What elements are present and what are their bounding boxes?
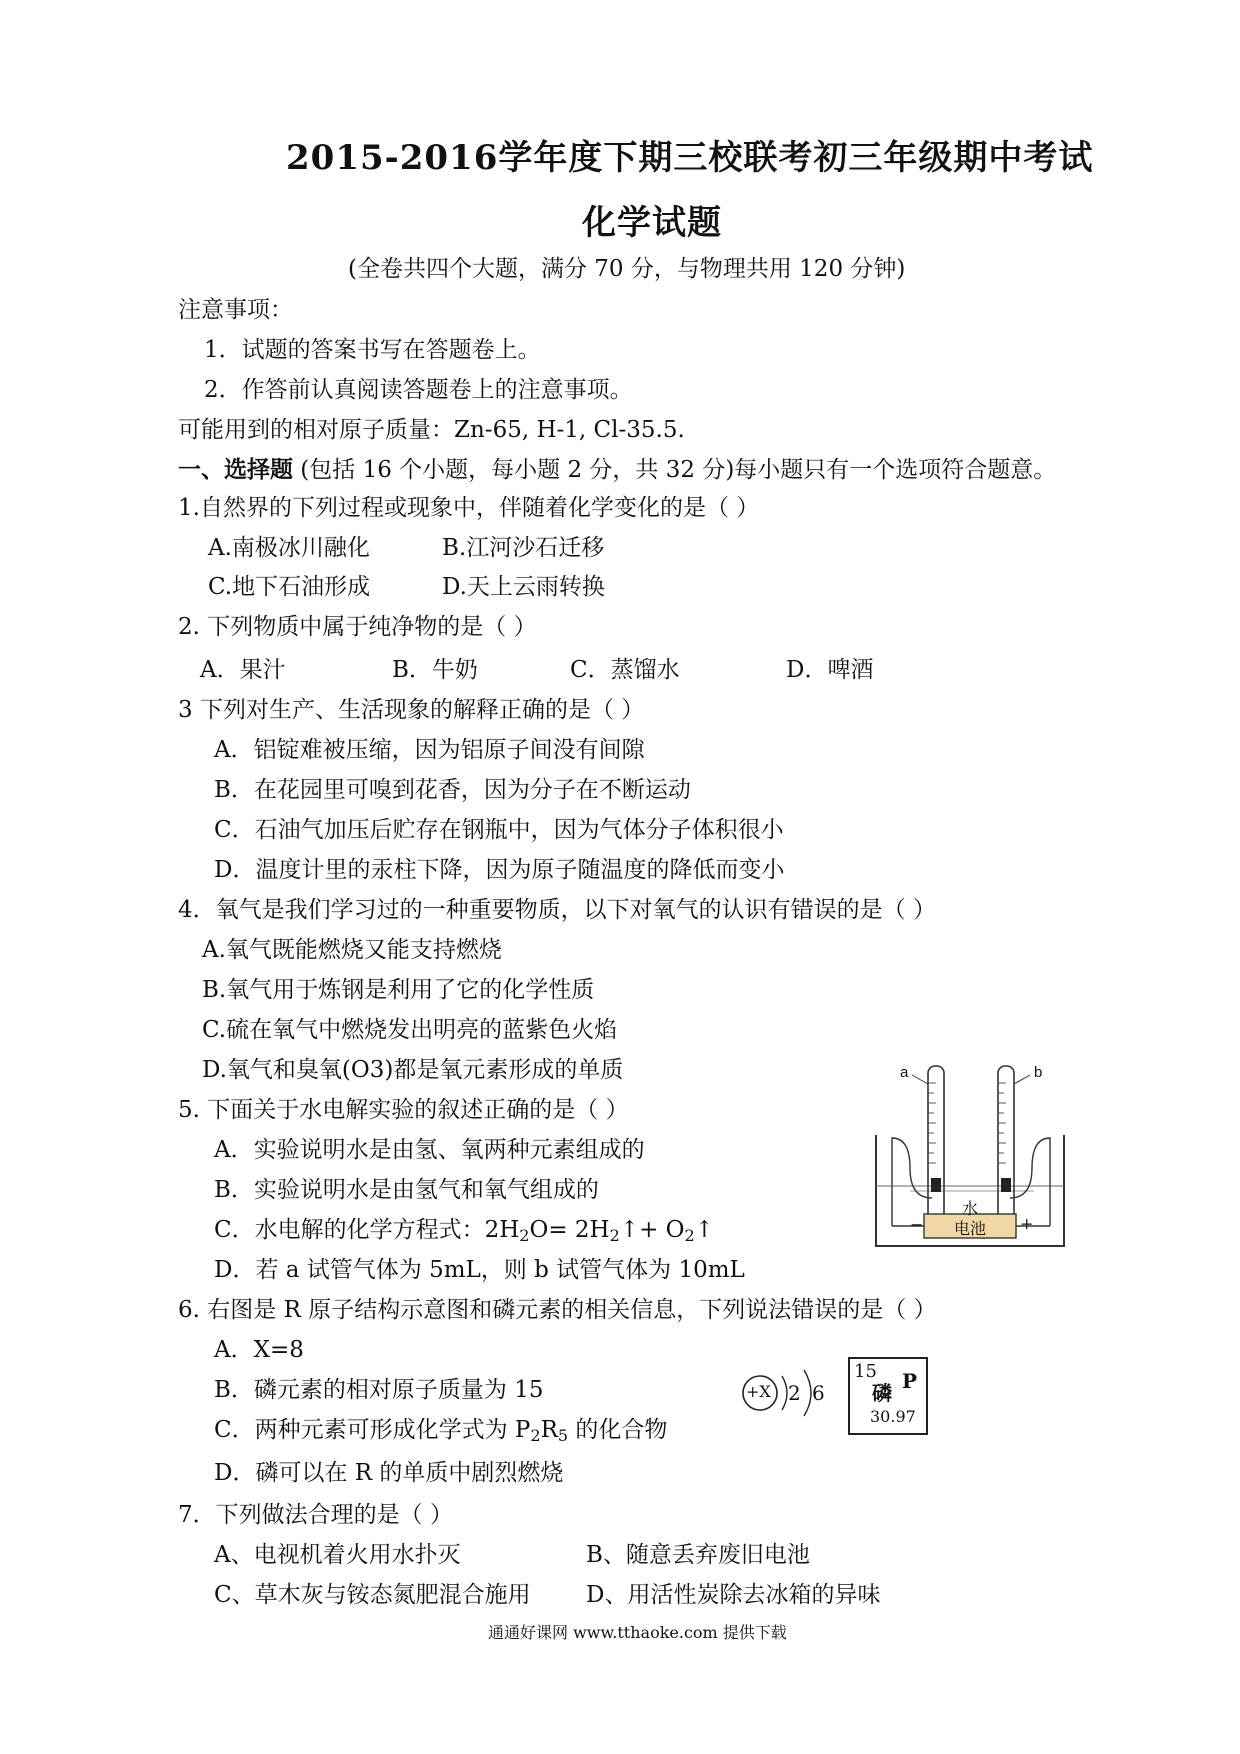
subject-title: 化学试题 bbox=[582, 203, 722, 243]
exam-title: 2015-2016学年度下期三校联考初三年级期中考试 bbox=[286, 138, 1094, 178]
subscript: 2 bbox=[684, 1226, 695, 1245]
subscript: 5 bbox=[557, 1426, 569, 1445]
note-item: 1．试题的答案书写在答题卷上。 bbox=[204, 337, 541, 363]
element-card bbox=[848, 1357, 928, 1435]
battery-label: 电池 bbox=[954, 1219, 987, 1238]
shell-2-electrons: 6 bbox=[812, 1381, 825, 1405]
atomic-mass-note: 可能用到的相对原子质量：Zn-65, H-1, Cl-35.5. bbox=[178, 417, 685, 443]
option-b: B、随意丢弃废旧电池 bbox=[586, 1542, 810, 1568]
tube-b-label: b bbox=[1034, 1064, 1043, 1081]
option-b: B．在花园里可嗅到花香，因为分子在不断运动 bbox=[214, 777, 691, 803]
element-name: 磷 bbox=[872, 1381, 892, 1405]
electrolysis-figure bbox=[870, 1058, 1070, 1253]
option-d: D．温度计里的汞柱下降，因为原子随温度的降低而变小 bbox=[214, 857, 785, 883]
nucleus-charge: +X bbox=[746, 1382, 771, 1401]
wire-right bbox=[1010, 1138, 1050, 1226]
atomic-mass: 30.97 bbox=[870, 1407, 916, 1426]
question-stem: 7．下列做法合理的是（ ） bbox=[178, 1502, 453, 1528]
footer-source: 通通好课网 www.tthaoke.com 提供下载 bbox=[488, 1623, 787, 1642]
electrode-left bbox=[931, 1178, 941, 1192]
option-c: C、草木灰与铵态氮肥混合施用 bbox=[214, 1582, 531, 1608]
question-stem: 3 下列对生产、生活现象的解释正确的是（ ） bbox=[178, 697, 645, 723]
option-c-text: R bbox=[540, 1417, 558, 1443]
subscript: 2 bbox=[519, 1226, 530, 1245]
wire-left bbox=[892, 1138, 932, 1226]
option-c: C．蒸馏水 bbox=[570, 657, 680, 683]
option-a: A.南极冰川融化 bbox=[208, 535, 370, 561]
note-item: 2．作答前认真阅读答题卷上的注意事项。 bbox=[204, 377, 633, 403]
electrode-right bbox=[1001, 1178, 1011, 1192]
question-stem: 2. 下列物质中属于纯净物的是（ ） bbox=[178, 614, 537, 640]
option-c-text: C．水电解的化学方程式：2H bbox=[214, 1217, 520, 1243]
option-d: D．啤酒 bbox=[786, 657, 874, 683]
option-c: C.硫在氧气中燃烧发出明亮的蓝紫色火焰 bbox=[202, 1017, 618, 1043]
option-c-text: ↑ bbox=[694, 1217, 714, 1243]
subscript: 2 bbox=[530, 1426, 541, 1445]
option-b: B．磷元素的相对原子质量为 15 bbox=[214, 1377, 544, 1403]
option-b: B．实验说明水是由氢气和氧气组成的 bbox=[214, 1177, 599, 1203]
section-title: 一、选择题 bbox=[178, 456, 293, 483]
option-a: A．铝锭难被压缩，因为铝原子间没有间隙 bbox=[214, 737, 645, 763]
water-label: 水 bbox=[962, 1199, 979, 1218]
option-b: B.江河沙石迁移 bbox=[442, 535, 605, 561]
option-c bbox=[214, 1215, 714, 1251]
option-c bbox=[214, 1415, 667, 1451]
option-c-text: ↑+ O bbox=[619, 1217, 685, 1243]
option-d: D．若 a 试管气体为 5mL，则 b 试管气体为 10mL bbox=[214, 1257, 745, 1283]
atom-structure-figure bbox=[738, 1358, 838, 1428]
question-stem: 4．氧气是我们学习过的一种重要物质，以下对氧气的认识有错误的是（ ） bbox=[178, 897, 936, 923]
question-stem: 6. 右图是 R 原子结构示意图和磷元素的相关信息，下列说法错误的是（ ） bbox=[178, 1297, 937, 1323]
subscript: 2 bbox=[609, 1226, 620, 1245]
option-a: A.氧气既能燃烧又能支持燃烧 bbox=[202, 937, 502, 963]
option-d: D、用活性炭除去冰箱的异味 bbox=[586, 1582, 881, 1608]
element-symbol: P bbox=[902, 1369, 918, 1393]
option-c-text: C．两种元素可形成化学式为 P bbox=[214, 1417, 531, 1443]
question-stem: 5. 下面关于水电解实验的叙述正确的是（ ） bbox=[178, 1097, 629, 1123]
option-d: D．磷可以在 R 的单质中剧烈燃烧 bbox=[214, 1460, 564, 1486]
notes-heading: 注意事项： bbox=[178, 297, 293, 323]
option-c-text: O= 2H bbox=[529, 1217, 610, 1243]
option-a: A、电视机着火用水扑灭 bbox=[214, 1542, 461, 1568]
option-a: A．果汁 bbox=[200, 657, 286, 683]
question-stem: 1.自然界的下列过程或现象中，伴随着化学变化的是（ ） bbox=[178, 495, 760, 521]
atomic-number: 15 bbox=[854, 1361, 877, 1382]
shell-1-electrons: 2 bbox=[788, 1381, 801, 1405]
section-heading bbox=[178, 455, 1056, 485]
option-d: D.氧气和臭氧(O3)都是氧元素形成的单质 bbox=[202, 1057, 624, 1083]
tube-a bbox=[928, 1066, 944, 1226]
option-c: C.地下石油形成 bbox=[208, 574, 371, 600]
option-d: D.天上云雨转换 bbox=[442, 574, 605, 600]
tube-a-label: a bbox=[900, 1064, 909, 1081]
tube-b bbox=[998, 1066, 1014, 1226]
option-b: B.氧气用于炼钢是利用了它的化学性质 bbox=[202, 977, 595, 1003]
section-desc: (包括 16 个小题，每小题 2 分，共 32 分)每小题只有一个选项符合题意。 bbox=[293, 457, 1057, 483]
option-c: C．石油气加压后贮存在钢瓶中，因为气体分子体积很小 bbox=[214, 817, 784, 843]
plus-label: + bbox=[1020, 1214, 1034, 1233]
option-c-text: 的化合物 bbox=[568, 1417, 668, 1443]
option-b: B．牛奶 bbox=[392, 657, 478, 683]
electron-shell-1 bbox=[782, 1376, 787, 1410]
exam-info: (全卷共四个大题，满分 70 分，与物理共用 120 分钟) bbox=[348, 256, 906, 282]
electron-shell-2 bbox=[804, 1370, 811, 1416]
minus-label: − bbox=[910, 1215, 924, 1234]
option-a: A．X=8 bbox=[214, 1337, 304, 1363]
option-a: A．实验说明水是由氢、氧两种元素组成的 bbox=[214, 1137, 645, 1163]
